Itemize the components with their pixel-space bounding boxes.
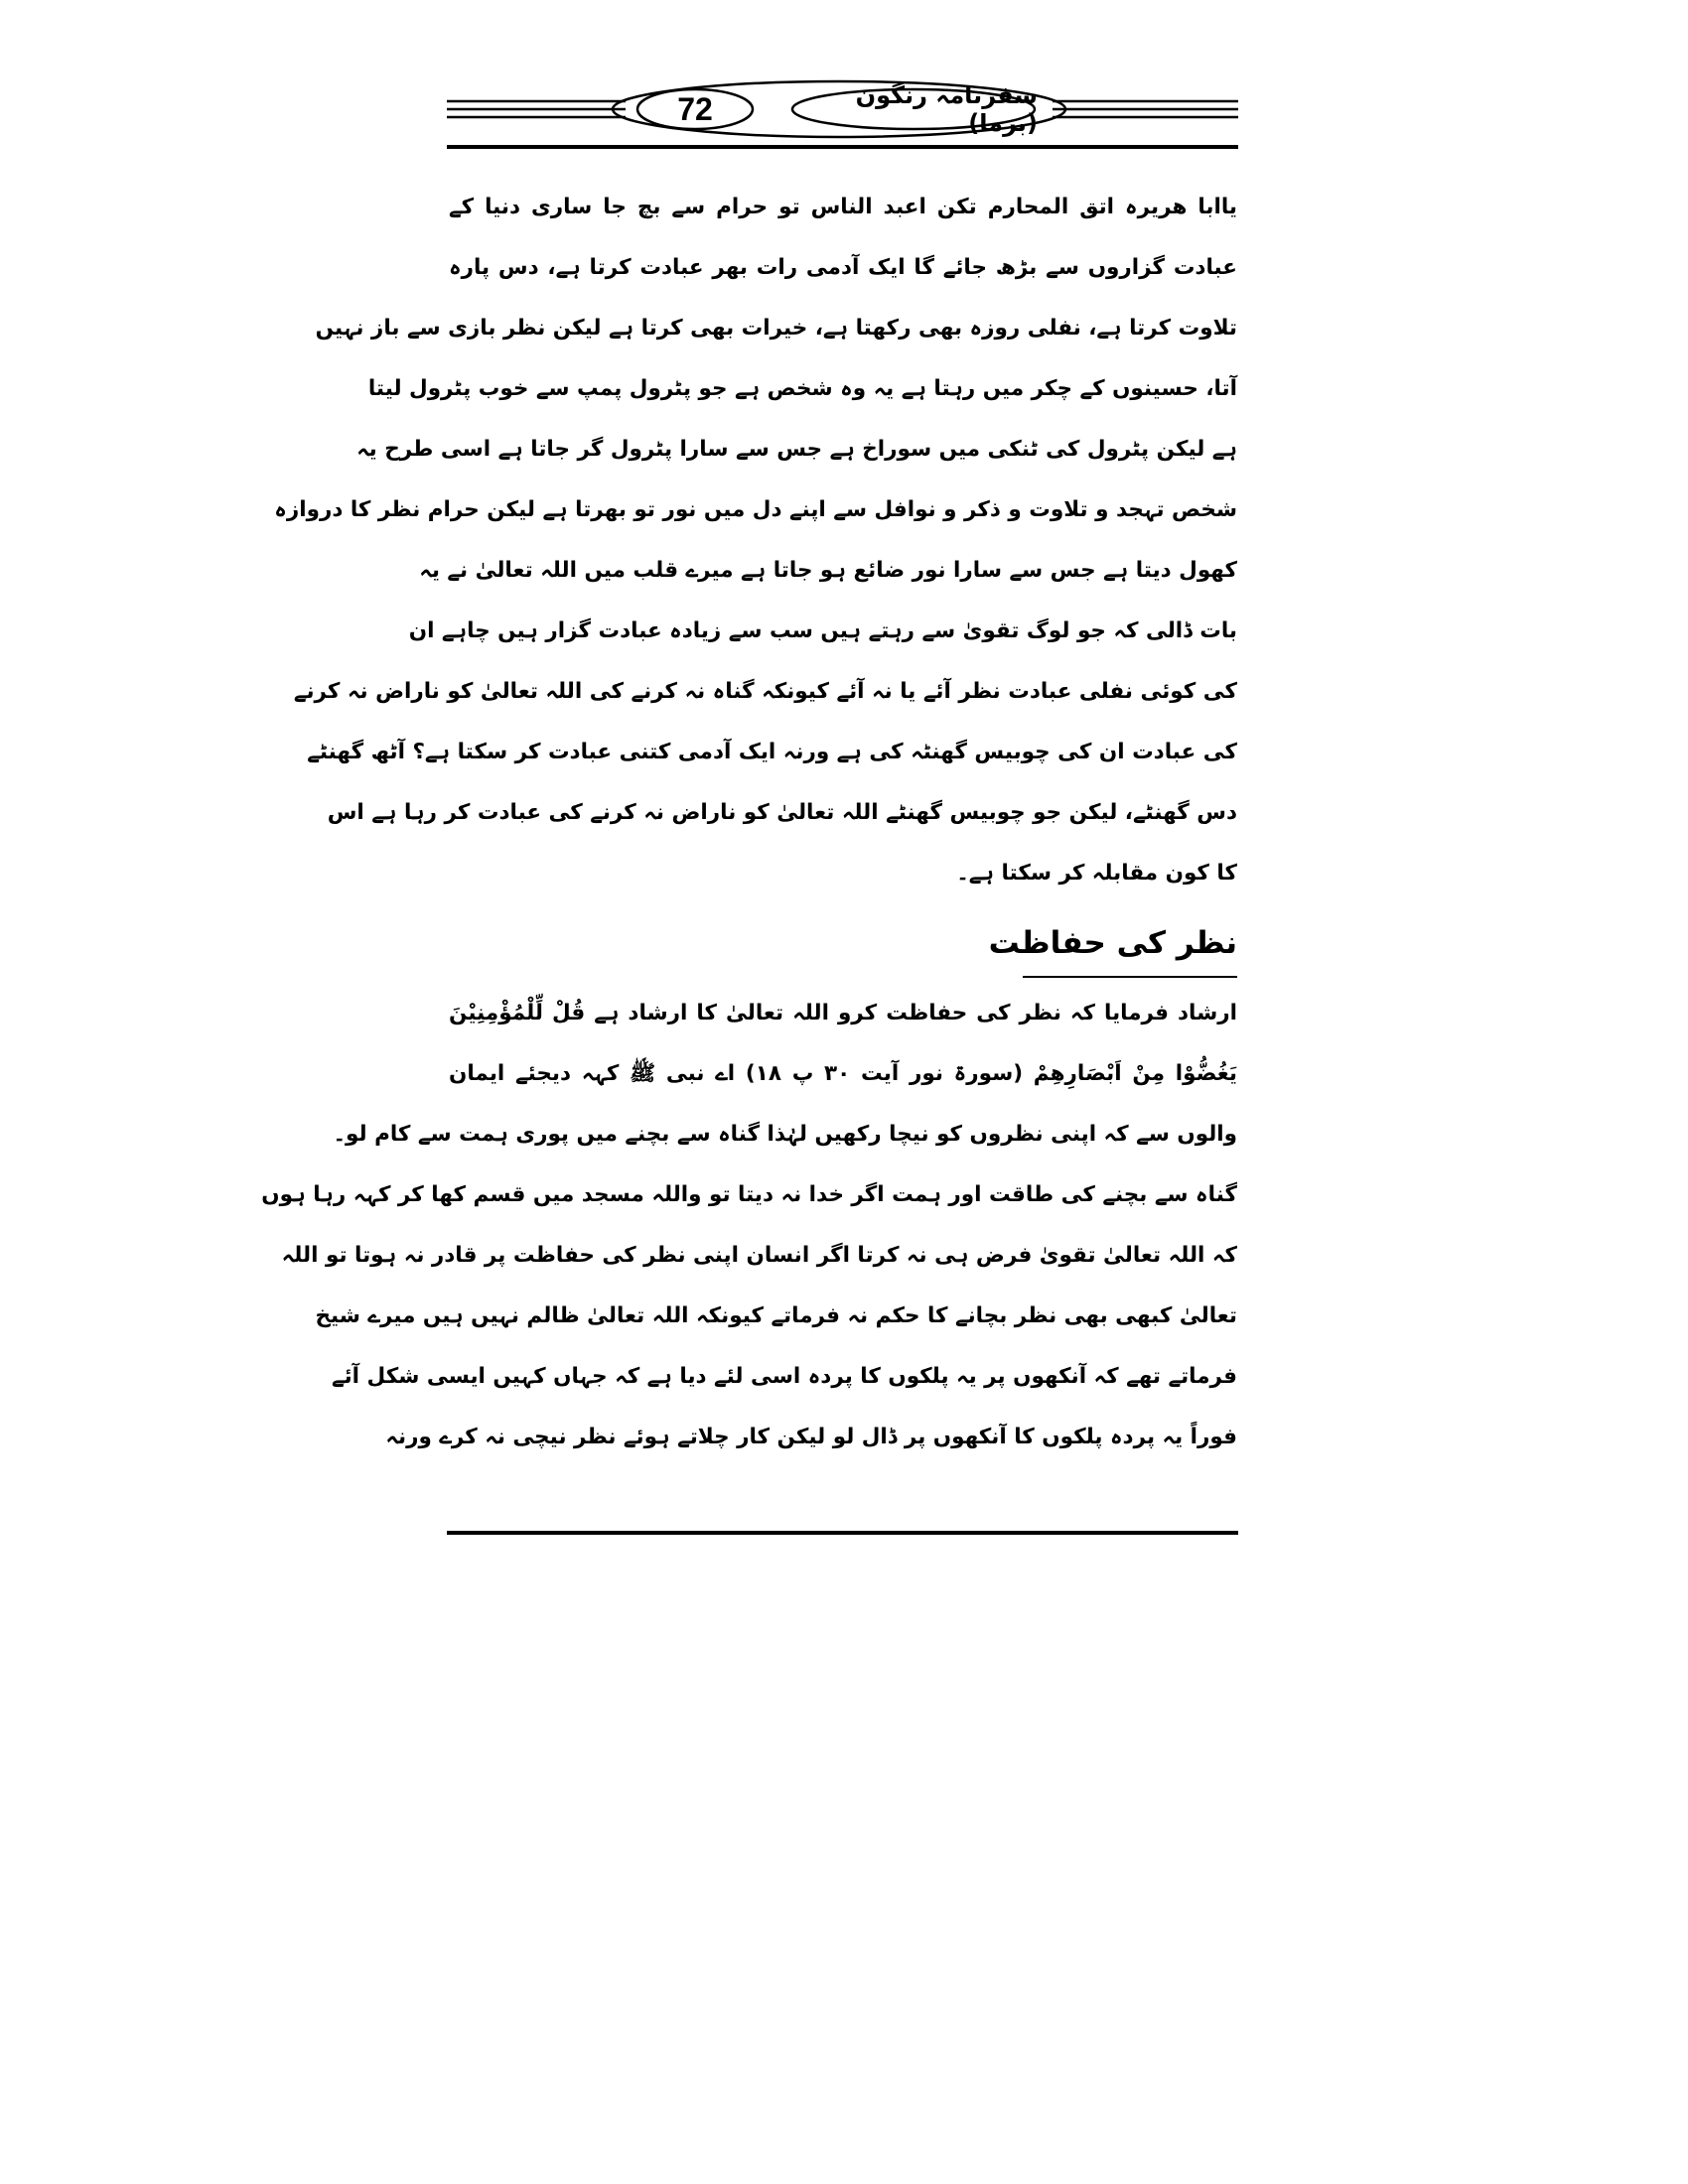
- paragraph-1: [274, 177, 1237, 903]
- text-line: عبادت گزاروں سے بڑھ جائے گا ایک آدمی رات بھر عبادت کرتا ہے، دس پارہ: [449, 255, 1237, 280]
- text-line: کا کون مقابلہ کر سکتا ہے۔: [956, 861, 1237, 886]
- header-divider: [447, 145, 1238, 149]
- text-line: یاابا ھریرہ اتق المحارم تکن اعبد الناس تو حرام سے بچ جا ساری دنیا کے: [449, 195, 1237, 219]
- text-line: کی کوئی نفلی عبادت نظر آئے یا نہ آئے کیونکہ گناہ نہ کرنے کی اللہ تعالیٰ کو ناراض نہ کرنے: [293, 679, 1237, 704]
- page-number: 72: [677, 90, 713, 127]
- book-title: سفرنامہ رنگون (برما): [855, 81, 1038, 137]
- text-line: بات ڈالی کہ جو لوگ تقویٰ سے رہتے ہیں سب سے زیادہ عبادت گزار ہیں چاہے ان: [408, 618, 1237, 643]
- text-line: کھول دیتا ہے جس سے سارا نور ضائع ہو جاتا ہے میرے قلب میں اللہ تعالیٰ نے یہ: [419, 558, 1237, 583]
- heading-underline: [1023, 976, 1237, 978]
- text-line: شخص تہجد و تلاوت و ذکر و نوافل سے اپنے دل میں نور تو بھرتا ہے لیکن حرام نظر کا دروازہ: [274, 497, 1237, 522]
- text-line: تعالیٰ کبھی بھی نظر بچانے کا حکم نہ فرماتے کیونکہ اللہ تعالیٰ ظالم نہیں ہیں میرے شیخ: [315, 1303, 1237, 1328]
- text-line: آتا، حسینوں کے چکر میں رہتا ہے یہ وہ شخص ہے جو پٹرول پمپ سے خوب پٹرول لیتا: [367, 376, 1237, 401]
- text-line: ہے لیکن پٹرول کی ٹنکی میں سوراخ ہے جس سے سارا پٹرول گر جاتا ہے اسی طرح یہ: [356, 437, 1237, 462]
- text-line: یَغُضُّوْا مِنْ اَبْصَارِھِمْ (سورۃ نور آیت ۳۰ پ ۱۸) اے نبی ﷺ کہہ دیجئے ایمان: [449, 1061, 1237, 1086]
- text-line: ارشاد فرمایا کہ نظر کی حفاظت کرو اللہ تعالیٰ کا ارشاد ہے قُلْ لِّلْمُؤْمِنِیْنَ: [449, 1001, 1237, 1025]
- text-line: فرماتے تھے کہ آنکھوں پر یہ پلکوں کا پردہ اسی لئے دیا ہے کہ جہاں کہیں ایسی شکل آئے: [331, 1364, 1237, 1389]
- footer-divider: [447, 1531, 1238, 1535]
- text-line: کہ اللہ تعالیٰ تقویٰ فرض ہی نہ کرتا اگر انسان اپنی نظر کی حفاظت پر قادر نہ ہوتا تو اللہ: [281, 1243, 1237, 1268]
- text-line: کی عبادت ان کی چوبیس گھنٹہ کی ہے ورنہ ایک آدمی کتنی عبادت کر سکتا ہے؟ آٹھ گھنٹے: [307, 740, 1237, 764]
- text-line: والوں سے کہ اپنی نظروں کو نیچا رکھیں لہٰذا گناہ سے بچنے میں پوری ہمت سے کام لو۔: [333, 1122, 1237, 1147]
- paragraph-2: [261, 983, 1237, 1467]
- text-line: تلاوت کرتا ہے، نفلی روزہ بھی رکھتا ہے، خیرات بھی کرتا ہے لیکن نظر بازی سے باز نہیں: [315, 316, 1237, 341]
- text-line: گناہ سے بچنے کی طاقت اور ہمت اگر خدا نہ دیتا تو واللہ مسجد میں قسم کھا کر کہہ رہا ہوں: [261, 1182, 1237, 1207]
- text-line: فوراً یہ پردہ پلکوں کا آنکھوں پر ڈال لو لیکن کار چلاتے ہوئے نظر نیچی نہ کرے ورنہ: [385, 1425, 1237, 1449]
- text-line: دس گھنٹے، لیکن جو چوبیس گھنٹے اللہ تعالیٰ کو ناراض نہ کرنے کی عبادت کر رہا ہے اس: [327, 800, 1237, 825]
- section-heading: نظر کی حفاظت: [988, 925, 1237, 961]
- page-header: [447, 79, 1238, 149]
